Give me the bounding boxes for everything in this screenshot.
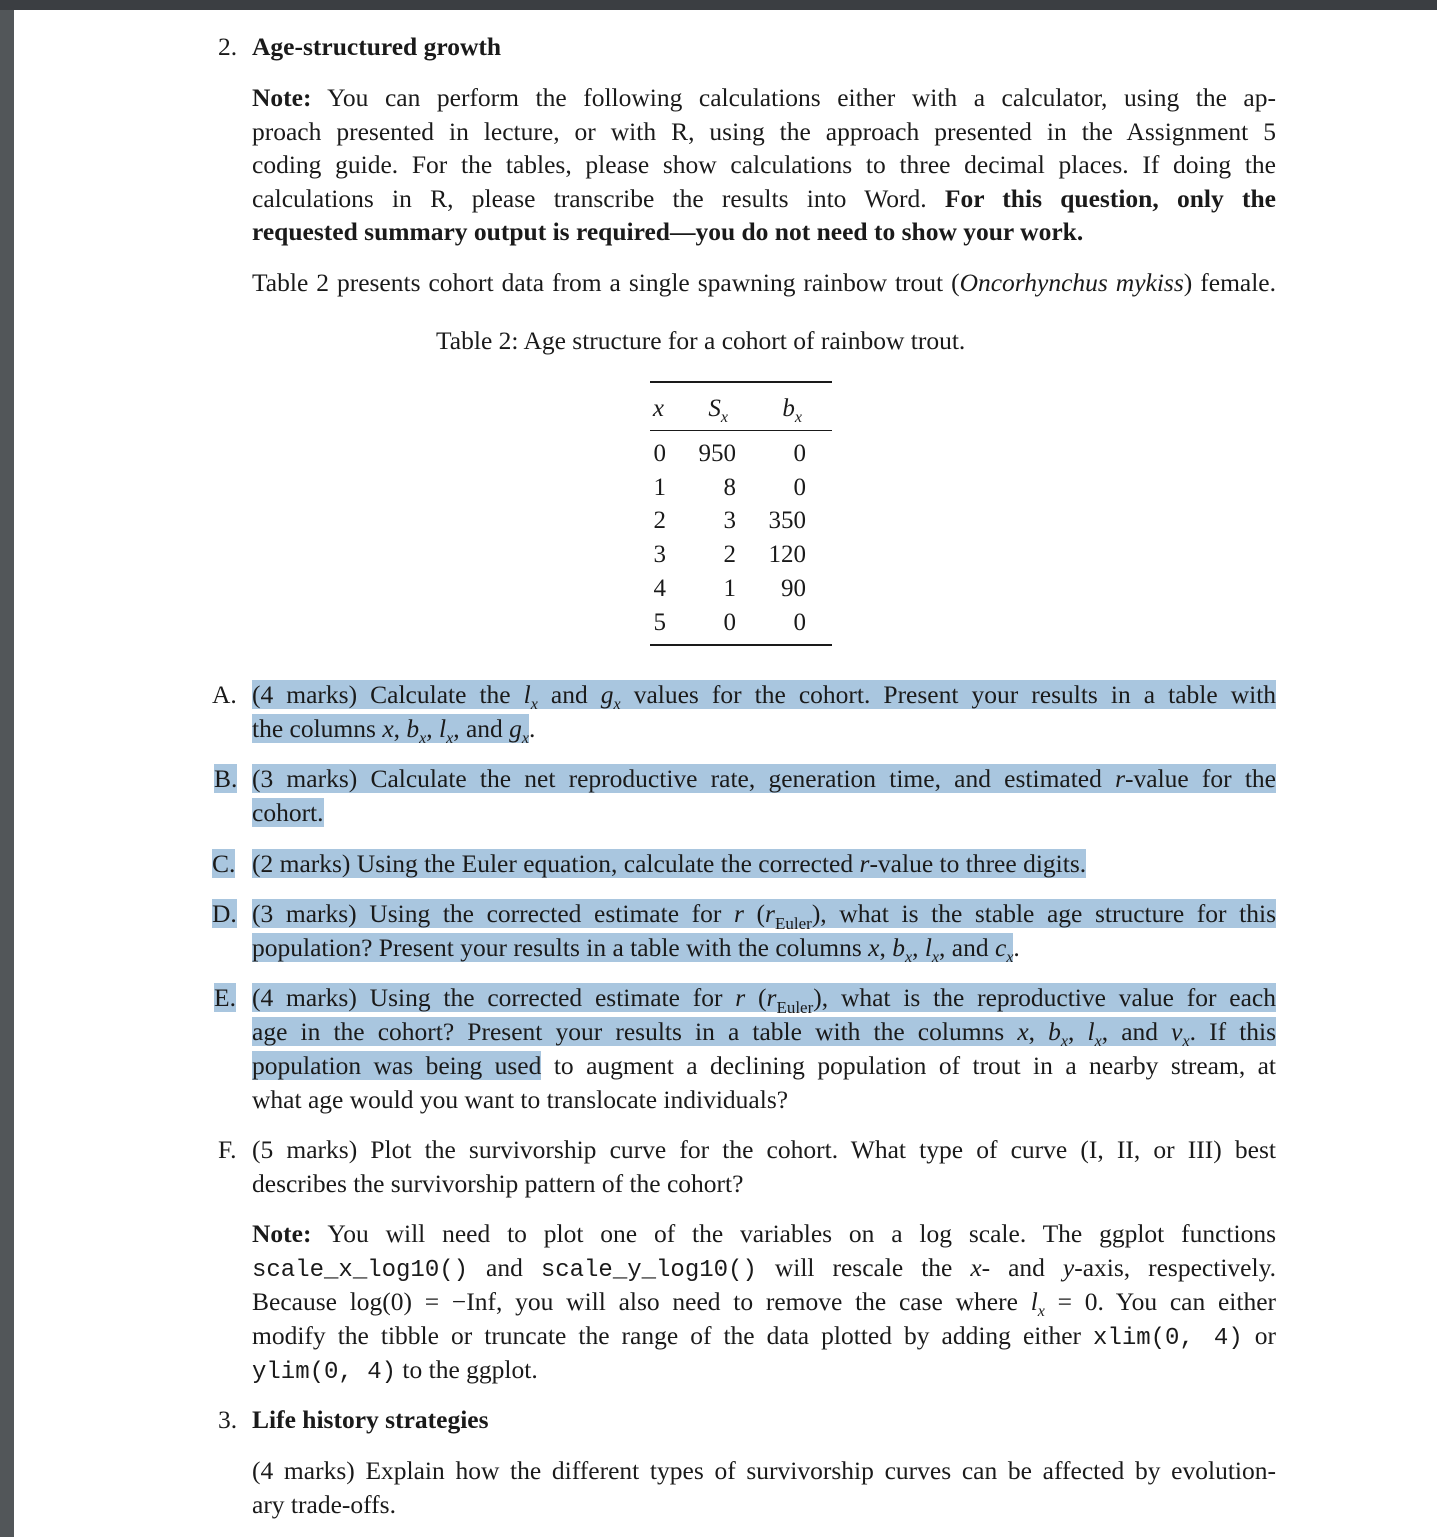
section-title: Age-structured growth [252, 32, 502, 61]
section-number: 2. [218, 32, 238, 61]
viewer-top-bar [0, 0, 1437, 10]
code-scale-x: scale_x_log10() [252, 1257, 469, 1284]
part-f-note-line-3: Because log(0) = −Inf, you will also need to remove the case where $l_x = 0$. You can either [252, 1287, 1277, 1320]
note-line-2: proach presented in lecture, or with R, using the approach presented in the Assignment 5 [252, 117, 1276, 146]
part-c-label: C. [212, 849, 236, 878]
header-bx: $b_x$ [782, 395, 802, 426]
table-caption: Table 2: Age structure for a cohort of rainbow trout. [436, 326, 966, 355]
part-e-line-2[interactable]: age in the cohort? Present your results in a table with the columns x, $b_x$, $l_x$, and $v_x$. If this [252, 1017, 1277, 1050]
part-b-label: B. [214, 764, 238, 793]
section-3-number: 3. [218, 1405, 238, 1434]
document-page: 2. Age-structured growth Note: You can perform the following calculations either with a calculator, using the ap- proach presented in lecture, or with R, using the approach presented in the Assignment 5 coding guide. For the tables, please show calculations to three decimal places. If doing the calculations in R, please transcribe the results into Word. For this question, only the requested summary output is required—you do not need to show your work. Table 2 presents cohort data from a single spawning rainbow trout (Oncorhynchus mykiss) female. Table 2: Age structure for a cohort of rainbow trout. x $S_x$ $b_x$ 0 950 0 1 8 0 2 3 350 3 2 120 4 1 90 5 0 0 A. (4 marks) Calculate the $l_x$ and $g_x$ values for the cohort. Present your results in a table with the columns x, $b_x$, $l_x$, and $g_x$. B. (3 marks) Calculate the net reproductive rate, generation time, and estimated r-value for the cohort. C. (2 marks) Using the Euler equation, calculate the corrected r-value to three digits. D. (3 marks) Using the corrected estimate for r $(r_{Euler})$, what is the stable age structure for this population? Present your results in a table with the columns x, $b_x$, $l_x$, and $c_x$. E. (4 marks) Using the corrected estimate for r $(r_{Euler})$, what is the reproductive value for each age in the cohort? Present your results in a table with the columns x, $b_x$, $l_x$, and $v_x$. If this population was being used to augment a declining population of trout in a nearby stream, at what age would you want to translocate individuals? F. (5 marks) Plot the survivorship curve for the cohort. What type of curve (I, II, or III) best describes the survivorship pattern of the cohort? Note: You will need to plot one of the variables on a log scale. The ggplot functions scale_x_log10() and scale_y_log10() will rescale the x- and y-axis, respectively. Because log(0) = −Inf, you will also need to remove the case where $l_x = 0$. You can either modify the tibble or truncate the range of the data plotted by adding either xlim(0, 4) or ylim(0, 4) to the ggplot. 3. Life history strategies (4 marks) Explain how the different types of survivorship curves can be affected by evolution- ary trade-offs. [14, 10, 1437, 1537]
part-e-label: E. [214, 983, 236, 1012]
part-f-line-1: (5 marks) Plot the survivorship curve for the cohort. What type of curve (I, II, or III) best [252, 1135, 1276, 1164]
section-3-line-1: (4 marks) Explain how the different types of survivorship curves can be affected by evolution- [252, 1456, 1276, 1485]
code-scale-y: scale_y_log10() [540, 1257, 757, 1284]
code-ylim: ylim(0, 4) [252, 1359, 397, 1386]
part-b-line-1[interactable]: (3 marks) Calculate the net reproductive rate, generation time, and estimated r-value for the [252, 764, 1277, 793]
part-b-line-2[interactable]: cohort. [252, 798, 324, 827]
note-line-4: calculations in R, please transcribe the results into Word. For this question, only the [252, 184, 1277, 213]
header-x: x [652, 395, 664, 422]
part-f-note-line-2: scale_x_log10() and scale_y_log10() will rescale the x- and y-axis, respectively. [252, 1253, 1277, 1284]
part-a-line-1[interactable]: (4 marks) Calculate the $l_x$ and $g_x$ values for the cohort. Present your results in a table with [252, 680, 1277, 713]
species-name: Oncorhynchus mykiss [959, 268, 1184, 297]
note-line-1: Note: You can perform the following calculations either with a calculator, using the ap- [252, 83, 1276, 112]
table-mid-rule [650, 430, 832, 431]
part-f-note-line-1: Note: You will need to plot one of the variables on a log scale. The ggplot functions [252, 1219, 1276, 1248]
part-e-line-3[interactable]: population was being used to augment a declining population of trout in a nearby stream, at [252, 1051, 1277, 1080]
part-f-label: F. [218, 1135, 237, 1164]
table-bottom-rule [650, 644, 832, 646]
part-a-line-2[interactable]: the columns x, $b_x$, $l_x$, and $g_x$. [252, 714, 536, 747]
part-d-line-1[interactable]: (3 marks) Using the corrected estimate for r $(r_{Euler})$, what is the stable age structure for this [252, 899, 1276, 933]
section-3-title: Life history strategies [252, 1405, 489, 1434]
table-top-rule [650, 381, 832, 383]
part-a-label: A. [212, 680, 237, 709]
part-d-line-2[interactable]: population? Present your results in a table with the columns x, $b_x$, $l_x$, and $c_x$. [252, 933, 1020, 966]
part-e-line-1[interactable]: (4 marks) Using the corrected estimate for r $(r_{Euler})$, what is the reproductive value for each [252, 983, 1276, 1017]
part-f-note-line-5: ylim(0, 4) to the ggplot. [252, 1355, 538, 1386]
note-line-3: coding guide. For the tables, please show calculations to three decimal places. If doing the [252, 150, 1276, 179]
part-c-line-1[interactable]: (2 marks) Using the Euler equation, calculate the corrected r-value to three digits. [252, 849, 1087, 878]
section-3-line-2: ary trade-offs. [252, 1490, 396, 1519]
note-label: Note: [252, 83, 312, 112]
intro-sentence: Table 2 presents cohort data from a single spawning rainbow trout (Oncorhynchus mykiss) female. [252, 268, 1276, 297]
note-line-5: requested summary output is required—you do not need to show your work. [252, 217, 1084, 246]
part-d-label: D. [212, 899, 237, 928]
code-xlim: xlim(0, 4) [1093, 1325, 1243, 1352]
part-f-note-line-4: modify the tibble or truncate the range of the data plotted by adding either xlim(0, 4) or [252, 1321, 1277, 1352]
header-sx: $S_x$ [708, 395, 728, 426]
part-f-line-2: describes the survivorship pattern of the cohort? [252, 1169, 744, 1198]
part-e-line-4: what age would you want to translocate individuals? [252, 1085, 789, 1114]
